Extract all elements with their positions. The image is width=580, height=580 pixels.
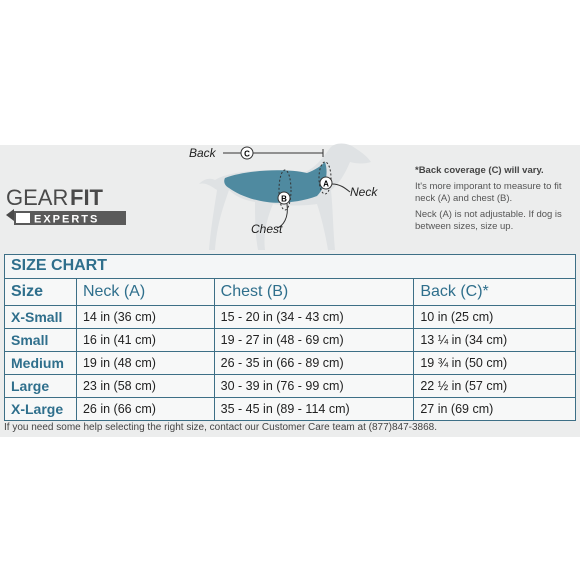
neck-value: 16 in (41 cm)	[76, 329, 214, 352]
chest-label: Chest	[251, 222, 283, 236]
header-chest: Chest (B)	[214, 279, 414, 306]
neck-value: 26 in (66 cm)	[76, 398, 214, 421]
neck-label: Neck	[350, 185, 378, 199]
size-chart-table	[4, 278, 576, 421]
neck-note: Neck (A) is not adjustable. If dog is between sizes, size up.	[415, 209, 562, 232]
back-value: 19 ¾ in (50 cm)	[414, 352, 576, 375]
svg-text:B: B	[281, 194, 287, 204]
svg-text:C: C	[244, 149, 250, 159]
size-label: Large	[5, 375, 77, 398]
size-chart-title: SIZE CHART	[4, 254, 576, 278]
svg-text:A: A	[323, 179, 329, 189]
header-back: Back (C)*	[414, 279, 576, 306]
size-label: X-Small	[5, 306, 77, 329]
arrow-icon	[6, 209, 14, 221]
back-coverage-note: *Back coverage (C) will vary.	[415, 165, 544, 176]
table-row	[5, 352, 576, 375]
table-row	[5, 375, 576, 398]
logo-experts-text: EXPERTS	[34, 213, 100, 226]
table-row	[5, 306, 576, 329]
gearfit-experts-logo	[2, 183, 132, 231]
header-size: Size	[5, 279, 77, 306]
back-label: Back	[189, 146, 216, 160]
logo-gear-text: GEAR	[6, 185, 69, 210]
header-neck: Neck (A)	[76, 279, 214, 306]
measure-note: It's more imporant to measure to fit neck (A) and chest (B).	[415, 181, 562, 204]
customer-care-note: If you need some help selecting the right size, contact our Customer Care team at (877)847-3868.	[4, 422, 438, 433]
sizing-notes	[415, 165, 575, 237]
logo-fit-text: FIT	[70, 185, 103, 210]
neck-value: 23 in (58 cm)	[76, 375, 214, 398]
chest-value: 26 - 35 in (66 - 89 cm)	[214, 352, 414, 375]
table-row	[5, 398, 576, 421]
chest-value: 19 - 27 in (48 - 69 cm)	[214, 329, 414, 352]
back-value: 27 in (69 cm)	[414, 398, 576, 421]
back-value: 22 ½ in (57 cm)	[414, 375, 576, 398]
table-header-row	[5, 279, 576, 306]
size-label: Small	[5, 329, 77, 352]
table-row	[5, 329, 576, 352]
neck-value: 19 in (48 cm)	[76, 352, 214, 375]
back-value: 10 in (25 cm)	[414, 306, 576, 329]
back-value: 13 ¼ in (34 cm)	[414, 329, 576, 352]
chest-value: 35 - 45 in (89 - 114 cm)	[214, 398, 414, 421]
neck-value: 14 in (36 cm)	[76, 306, 214, 329]
dog-measurement-diagram	[185, 140, 410, 255]
size-label: Medium	[5, 352, 77, 375]
chest-value: 30 - 39 in (76 - 99 cm)	[214, 375, 414, 398]
chest-value: 15 - 20 in (34 - 43 cm)	[214, 306, 414, 329]
size-label: X-Large	[5, 398, 77, 421]
